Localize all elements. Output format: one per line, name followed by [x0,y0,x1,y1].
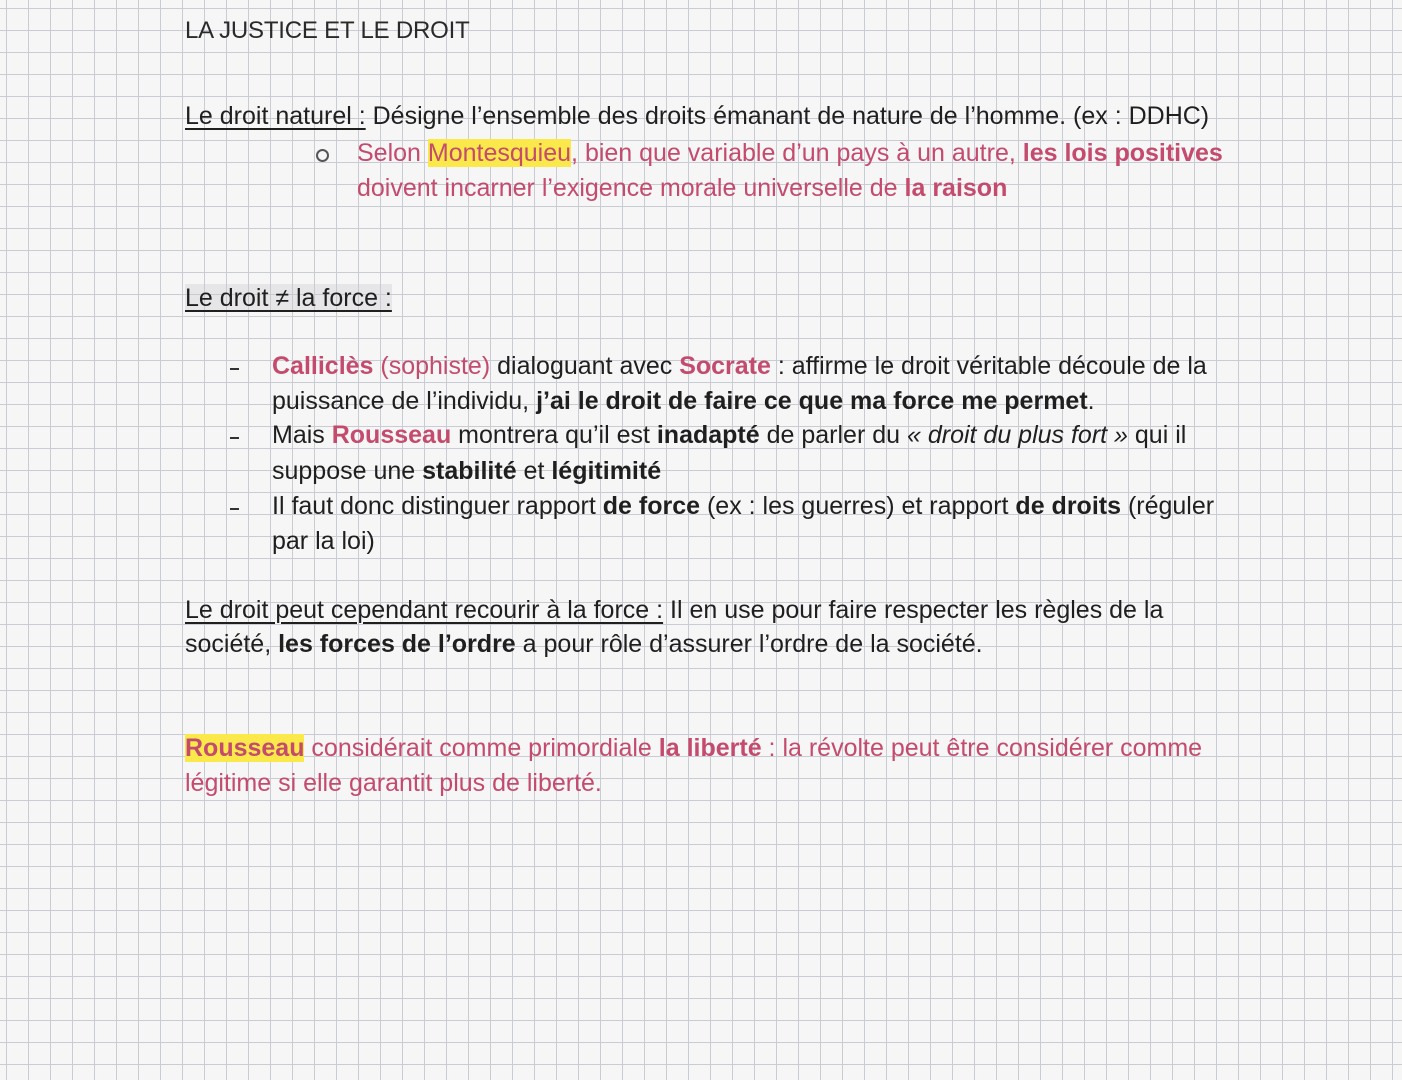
text: , bien que variable d’un pays à un autre, [571,139,1023,167]
text: Selon [357,139,428,167]
bold-text: la liberté [658,734,762,762]
dash-bullet-icon [230,437,239,439]
text: qui il [1127,421,1187,449]
text: : affirme le droit véritable découle de la [770,352,1207,380]
montesquieu-point-line2 [357,172,1007,204]
italic-text: « droit du plus fort » [906,421,1128,449]
section-heading-recourir-force: Le droit peut cependant recourir à la force : [185,596,664,624]
rousseau-liberte-line1 [185,732,1202,764]
text: : la révolte peut être considérer comme [761,734,1203,762]
dash-bullet-icon [230,368,239,370]
bold-text: les forces de l’ordre [278,630,516,658]
text: doivent incarner l’exigence morale universelle de [357,174,905,202]
text: dialoguant avec [490,352,680,380]
distinguer-line2: par la loi) [272,527,375,555]
name-callicles: Calliclès [272,352,374,380]
text: . [1087,387,1095,415]
bold-text: j’ai le droit de faire ce que ma force me permet [536,387,1088,415]
bold-text: les lois positives [1022,139,1223,167]
highlight-montesquieu: Montesquieu [427,139,572,167]
text: montrera qu’il est [451,421,657,449]
distinguer-line1 [272,490,1214,522]
text: suppose une [272,457,423,485]
text: (réguler [1121,492,1215,520]
section-heading-droit-force: Le droit ≠ la force : [185,284,392,312]
definition-text: Désigne l’ensemble des droits émanant de nature de l’homme. (ex : DDHC) [372,102,1210,130]
montesquieu-point-line1 [357,137,1223,169]
text: (ex : les guerres) et rapport [700,492,1016,520]
section-droit-force-heading-line [185,282,392,314]
bold-text: légitimité [551,457,662,485]
bold-text: la raison [904,174,1008,202]
text: a pour rôle d’assurer l’ordre de la société. [515,630,983,658]
section-droit-naturel-line1 [185,100,1209,132]
bold-text: inadapté [656,421,760,449]
rousseau-line2 [272,455,661,487]
section-heading-droit-naturel: Le droit naturel : [185,102,366,130]
bold-text: de force [602,492,701,520]
text: puissance de l’individu, [272,387,537,415]
callicles-line1 [272,350,1207,382]
text: Il faut donc distinguer rapport [272,492,603,520]
text: Mais [272,421,332,449]
callicles-line2 [272,385,1095,417]
rousseau-line1 [272,419,1186,451]
highlight-rousseau: Rousseau [185,734,305,762]
text: et [516,457,552,485]
text: considérait comme primordiale [304,734,659,762]
dash-bullet-icon [230,508,239,510]
recourir-force-line2 [185,628,983,660]
circle-bullet-icon [316,149,329,162]
bold-text: stabilité [422,457,517,485]
rousseau-liberte-line2: légitime si elle garantit plus de liberté. [185,769,602,797]
text: société, [185,630,279,658]
page-title: LA JUSTICE ET LE DROIT [185,17,470,44]
name-rousseau: Rousseau [331,421,452,449]
text: (sophiste) [373,352,491,380]
text: de parler du [759,421,907,449]
recourir-force-line1 [185,594,1163,626]
text: Il en use pour faire respecter les règles de la [663,596,1164,624]
name-socrate: Socrate [679,352,771,380]
bold-text: de droits [1015,492,1121,520]
